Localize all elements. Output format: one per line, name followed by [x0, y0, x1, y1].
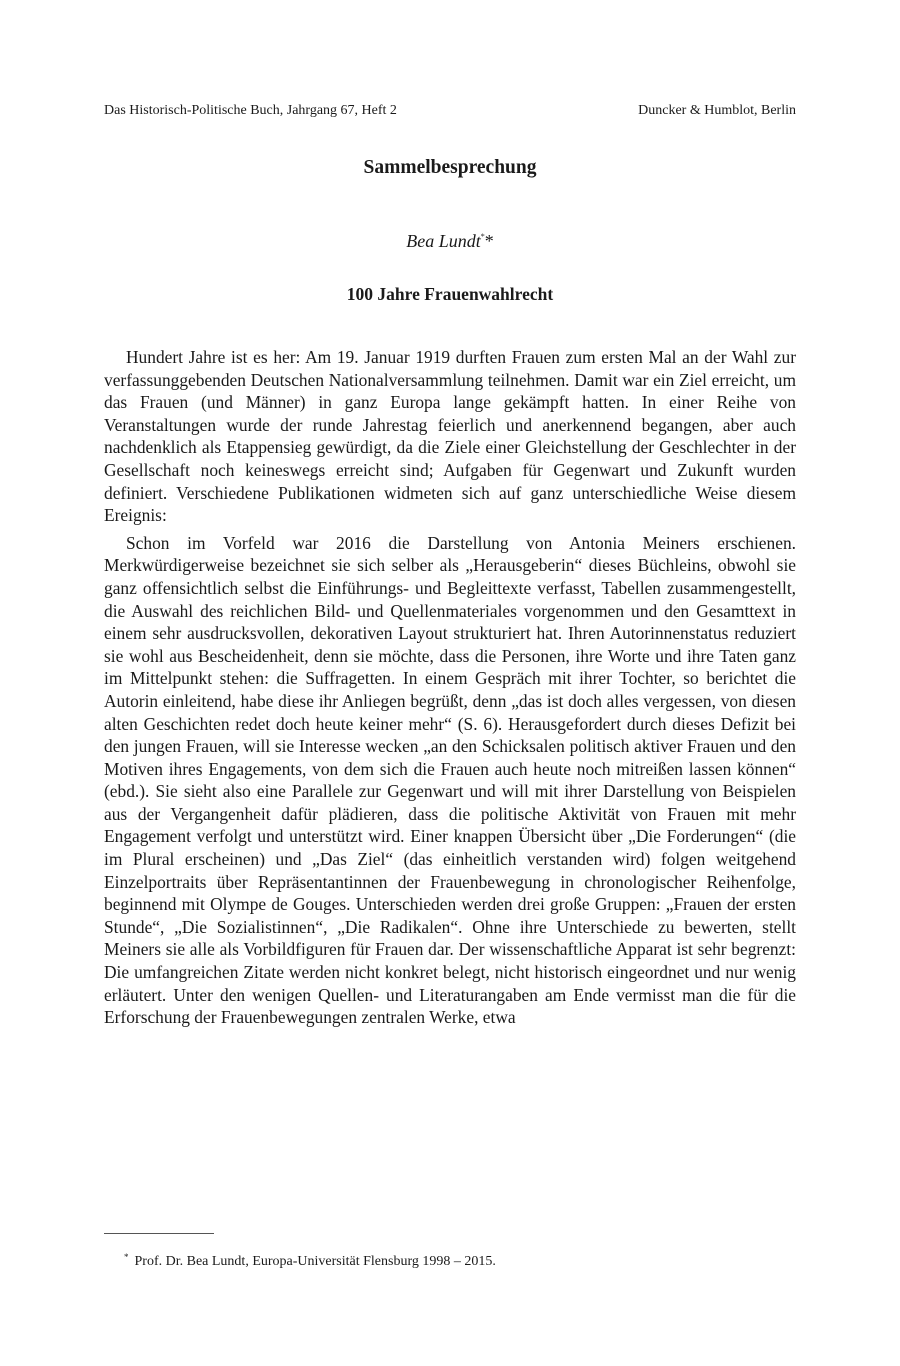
footnote-mark: *	[124, 1252, 129, 1262]
footnote-divider	[104, 1233, 214, 1234]
author-name: Bea Lundt	[406, 231, 481, 251]
paragraph-2: Schon im Vorfeld war 2016 die Darstellung von Antonia Meiners erschienen. Merkwürdigerweise bezeichnet sie sich selber als „Herausgeberin“ dieses Büchleins, obwohl sie ganz offensichtlich selbst die Einführungs- und Begleittexte verfasst, Tabellen zusammengestellt, die Auswahl des reichlichen Bild- und Quellenmateriales vorgenommen und den Gesamttext in einem sehr ausdrucksvollen, dekorativen Layout strukturiert hat. Ihren Autorinnenstatus reduziert sie wohl aus Bescheidenheit, denn sie möchte, dass die Personen, ihre Worte und ihre Taten ganz im Mittelpunkt stehen: die Suffragetten. In einem Gespräch mit ihrer Tochter, so berichtet die Autorin einleitend, habe diese ihr Anliegen begrüßt, denn „das ist doch alles vergessen, von diesen alten Geschichten redet doch heute keiner mehr“ (S. 6). Herausgefordert durch dieses Defizit bei den jungen Frauen, will sie Interesse wecken „an den Schicksalen politisch aktiver Frauen und den Motiven ihres Engagements, von dem sich die Frauen auch heute noch mitreißen lassen können“ (ebd.). Sie sieht also eine Parallele zur Gegenwart und will mit ihrer Darstellung von Beispielen aus der Vergangenheit dafür plädieren, dass die politische Aktivität von Frauen mit mehr Engagement verfolgt und unterstützt wird. Einer knappen Übersicht über „Die Forderungen“ (die im Plural erscheinen) und „Das Ziel“ (das einheitlich verstanden wird) folgen weitgehend Einzelportraits über Repräsentantinnen der Frauenbewegung in chronologischer Reihenfolge, beginnend mit Olympe de Gouges. Unterschieden werden drei große Gruppen: „Frauen der ersten Stunde“, „Die Sozialistinnen“, „Die Radikalen“. Ohne ihre Unterschiede zu bewerten, stellt Meiners sie alle als Vorbildfiguren für Frauen dar. Der wissenschaftliche Apparat ist sehr begrenzt: Die umfangreichen Zitate werden nicht konkret belegt, nicht historisch eingeordnet und nur wenig erläutert. Unter den wenigen Quellen- und Literaturangaben am Ende vermisst man die für die Erforschung der Frauenbewegungen zentralen Werke, etwa	[104, 532, 796, 1028]
journal-citation: Das Historisch-Politische Buch, Jahrgang 67, Heft 2	[104, 103, 397, 118]
article-title: 100 Jahre Frauenwahlrecht	[346, 284, 554, 304]
author-footnote-mark[interactable]: **	[480, 231, 494, 251]
footnote	[124, 1248, 796, 1271]
paragraph-1: Hundert Jahre ist es her: Am 19. Januar 1919 durften Frauen zum ersten Mal an der Wahl zur verfassunggebenden Deutschen Nationalversammlung teilnehmen. Damit war ein Ziel erreicht, um das Frauen (und Männer) in ganz Europa lange gekämpft hatten. In einer Reihe von Veranstaltungen wurde der runde Jahrestag feierlich und anerkennend begangen, aber auch nachdenklich als Etappensieg gewürdigt, da die Ziele einer Gleichstellung der Geschlechter in der Gesellschaft noch keineswegs erreicht sind; Aufgaben für Gegenwart und Zukunft wurden definiert. Verschiedene Publikationen widmeten sich auf ganz unterschiedliche Weise diesem Ereignis:	[104, 347, 796, 526]
article-body	[104, 346, 796, 1029]
running-head	[104, 102, 796, 120]
author-line	[104, 226, 796, 252]
section-title: Sammelbesprechung	[363, 157, 537, 178]
publisher-name: Duncker & Humblot, Berlin	[638, 103, 796, 118]
footnote-text: Prof. Dr. Bea Lundt, Europa-Universität Flensburg 1998 – 2015.	[134, 1254, 496, 1269]
